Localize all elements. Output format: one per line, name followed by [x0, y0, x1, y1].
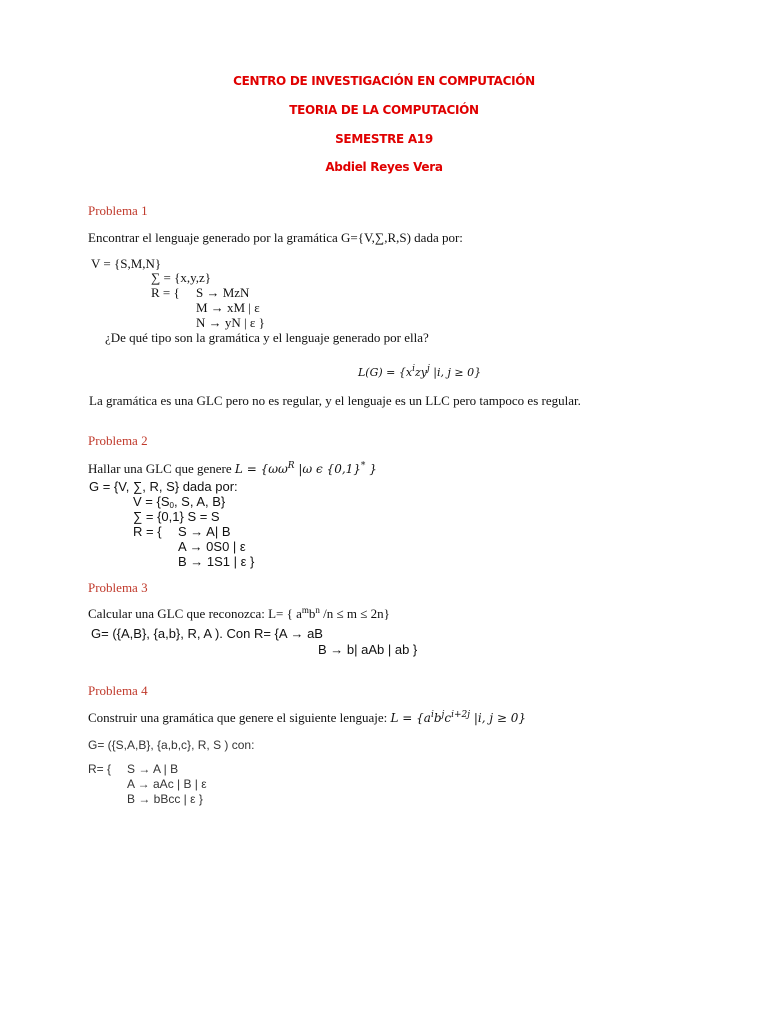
problem-2-statement: Hallar una GLC que genere $L = \{\omega\omega^R$ |ω ϵ {0,1}* } [88, 461, 377, 476]
institution-title: CENTRO DE INVESTIGACIÓN EN COMPUTACIÓN [233, 74, 535, 88]
problem-1-statement: Encontrar el lenguaje generado por la gramática G={V,∑,R,S) dada por: [88, 230, 463, 245]
problem-4-rule-s: S → A | B [127, 762, 179, 776]
problem-1-rule-m: M → xM | ε [196, 300, 260, 315]
problem-1-rules-open: R = { [151, 285, 180, 300]
problem-1-variables: V = {S,M,N} [91, 256, 162, 271]
author-name: Abdiel Reyes Vera [325, 160, 443, 174]
problem-2-title: Problema 2 [88, 433, 148, 448]
semester-title: SEMESTRE A19 [335, 132, 433, 146]
problem-2-alphabet: ∑ = {0,1} S = S [133, 509, 220, 524]
problem-3-rule-b: B → b| aAb | ab } [318, 642, 418, 657]
problem-1-rule-s: S → MzN [196, 285, 250, 300]
problem-2-rule-s: S → A| B [178, 524, 231, 539]
problem-3-title: Problema 3 [88, 580, 148, 595]
problem-4-rule-a: A → aAc | B | ε [127, 777, 207, 791]
problem-4-rules-open: R= { [88, 762, 112, 776]
problem-1-rule-n: N → yN | ε } [196, 315, 265, 330]
problem-3-grammar: G= ({A,B}, {a,b}, R, A ). Con R= {A → aB [91, 626, 323, 641]
problem-2-variables: V = {S0, S, A, B} [133, 494, 226, 510]
problem-2-rule-b: B → 1S1 | ε } [178, 554, 255, 569]
problem-1-title: Problema 1 [88, 203, 148, 218]
problem-2-grammar: G = {V, ∑, R, S} dada por: [89, 479, 238, 494]
problem-1-question: ¿De qué tipo son la gramática y el lenguaje generado por ella? [105, 330, 429, 345]
problem-4-rule-b: B → bBcc | ε } [127, 792, 203, 806]
problem-4-grammar: G= ({S,A,B}, {a,b,c}, R, S ) con: [88, 738, 255, 752]
problem-1-alphabet: ∑ = {x,y,z} [151, 270, 212, 285]
problem-4-title: Problema 4 [88, 683, 148, 698]
course-title: TEORIA DE LA COMPUTACIÓN [289, 103, 479, 117]
problem-4-statement: Construir una gramática que genere el siguiente lenguaje: $L = \{a^ib^jc^{i+2j}$ |i, j ≥ 0} [88, 710, 526, 725]
problem-1-language: $L(G) = \{x^izy^j$ |i, j ≥ 0} [358, 364, 482, 379]
problem-2-rule-a: A → 0S0 | ε [178, 539, 246, 554]
problem-1-answer: La gramática es una GLC pero no es regular, y el lenguaje es un LLC pero tampoco es regular. [89, 393, 581, 408]
problem-2-rules-open: R = { [133, 524, 162, 539]
problem-3-statement: Calcular una GLC que reconozca: L= { $a^mb^n$ /n ≤ m ≤ 2n} [88, 605, 390, 621]
